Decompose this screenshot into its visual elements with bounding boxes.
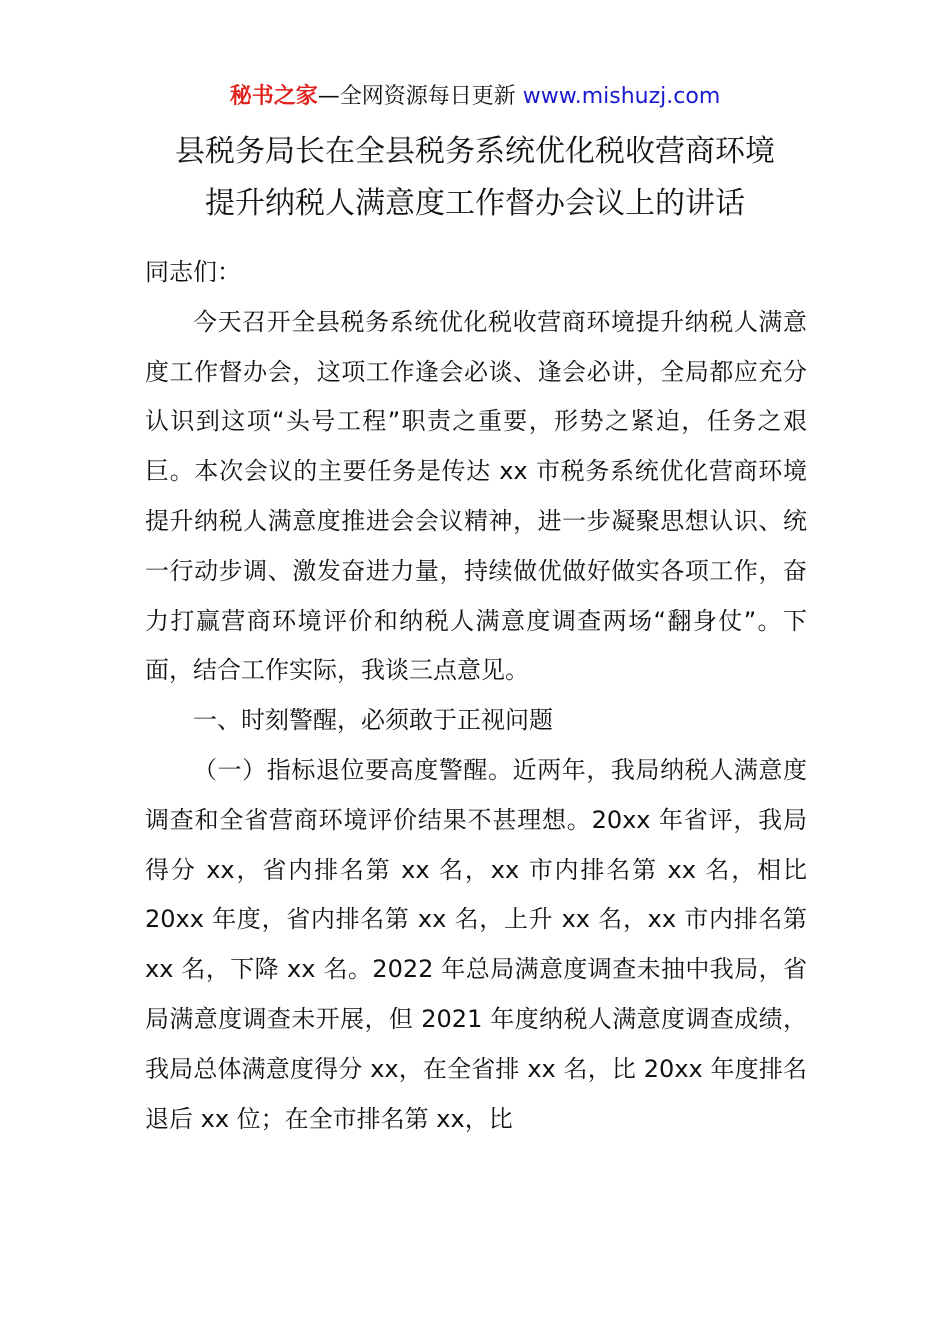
site-url-link[interactable]: www.mishuzj.com	[522, 84, 721, 109]
site-tagline: —全网资源每日更新	[317, 84, 523, 109]
paragraph-section-1-1: （一）指标退位要高度警醒。近两年，我局纳税人满意度调查和全省营商环境评价结果不甚理想。20xx 年省评，我局得分 xx，省内排名第 xx 名，xx 市内排名第 xx 名，相比 20xx 年度，省内排名第 xx 名，上升 xx 名，xx 市内排名第 xx 名，下降 xx 名。2022 年总局满意度调查未抽中我局，省局满意度调查未开展，但 2021 年度纳税人满意度调查成绩，我局总体满意度得分 xx，在全省排 xx 名，比 20xx 年度排名退后 xx 位；在全市排名第 xx，比	[145, 755, 807, 1133]
site-header	[0, 82, 950, 112]
document-body	[145, 248, 807, 1144]
salutation: 同志们：	[145, 258, 241, 286]
title-line-1: 县税务局长在全县税务系统优化税收营商环境	[175, 134, 775, 169]
document-title	[0, 126, 950, 230]
title-line-2: 提升纳税人满意度工作督办会议上的讲话	[205, 186, 745, 221]
site-brand: 秘书之家	[229, 84, 318, 109]
section-heading-1: 一、时刻警醒，必须敢于正视问题	[193, 706, 553, 735]
paragraph-intro: 今天召开全县税务系统优化税收营商环境提升纳税人满意度工作督办会，这项工作逢会必谈、逢会必讲，全局都应充分认识到这项“头号工程”职责之重要，形势之紧迫，任务之艰巨。本次会议的主要任务是传达 xx 市税务系统优化营商环境提升纳税人满意度推进会会议精神，进一步凝聚思想认识、统一行动步调、激发奋进力量，持续做优做好做实各项工作，奋力打赢营商环境评价和纳税人满意度调查两场“翻身仗”。下面，结合工作实际，我谈三点意见。	[145, 307, 807, 685]
